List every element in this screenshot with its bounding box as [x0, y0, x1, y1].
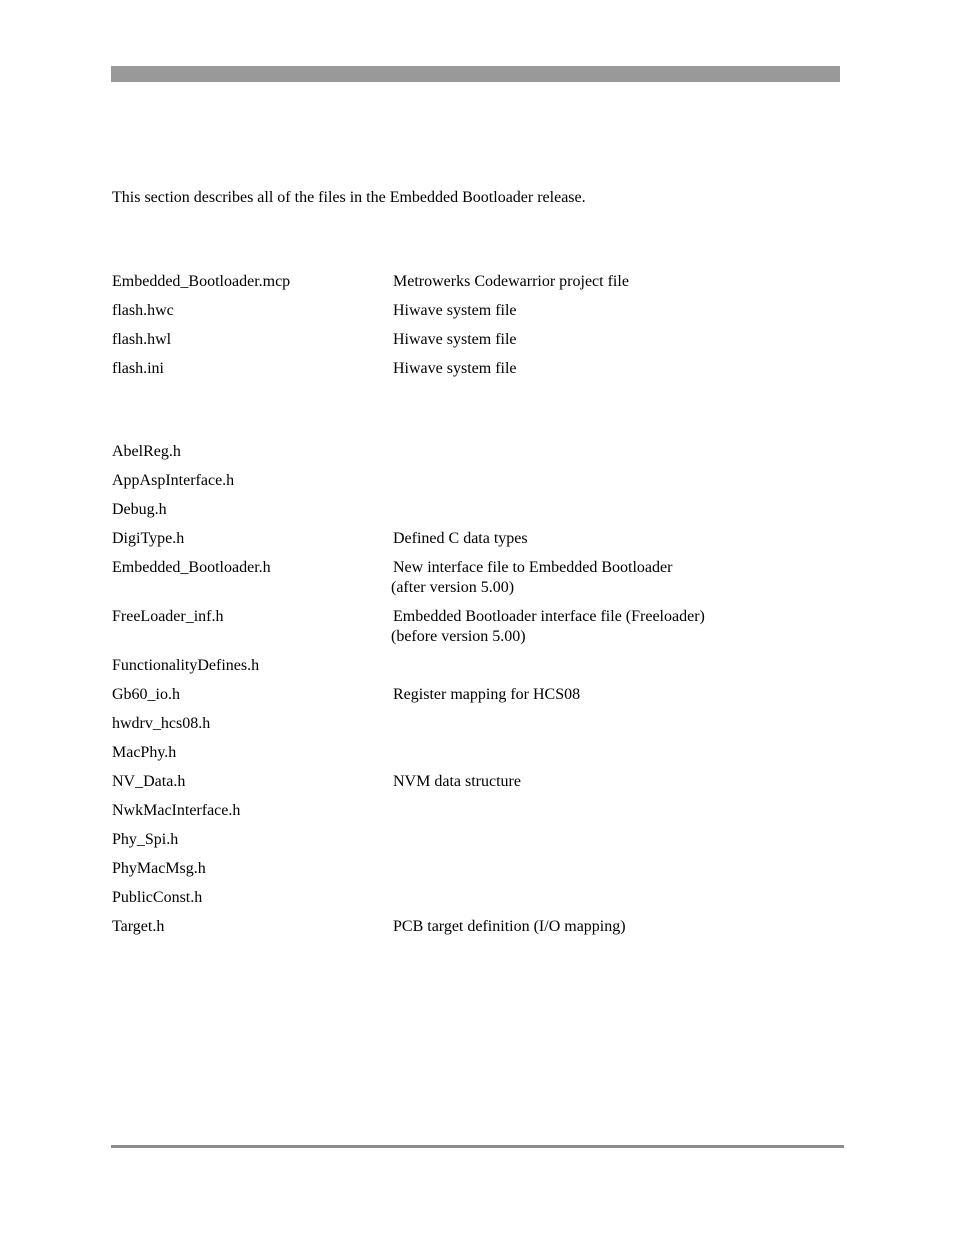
file-description-continued: (before version 5.00) [391, 628, 526, 645]
file-name: PublicConst.h [112, 889, 203, 906]
file-name: Target.h [112, 918, 165, 935]
file-name: FreeLoader_inf.h [112, 608, 224, 625]
file-name: MacPhy.h [112, 744, 177, 761]
file-description: Hiwave system file [393, 302, 517, 319]
file-name: Debug.h [112, 501, 167, 518]
file-description: Metrowerks Codewarrior project file [393, 273, 629, 290]
footer-rule [111, 1145, 844, 1148]
file-name: FunctionalityDefines.h [112, 657, 260, 674]
file-description: Embedded Bootloader interface file (Freeloader) [393, 608, 705, 625]
file-description: New interface file to Embedded Bootloader [393, 559, 673, 576]
file-description: NVM data structure [393, 773, 521, 790]
file-description: Defined C data types [393, 530, 528, 547]
file-name: Gb60_io.h [112, 686, 180, 703]
header-bar [111, 66, 840, 82]
intro-paragraph: This section describes all of the files in the Embedded Bootloader release. [112, 189, 586, 206]
file-name: Phy_Spi.h [112, 831, 179, 848]
file-name: flash.hwl [112, 331, 172, 348]
file-description: Hiwave system file [393, 360, 517, 377]
file-name: NwkMacInterface.h [112, 802, 241, 819]
file-description-continued: (after version 5.00) [391, 579, 515, 596]
file-name: Embedded_Bootloader.h [112, 559, 271, 576]
file-name: AbelReg.h [112, 443, 181, 460]
file-name: AppAspInterface.h [112, 472, 235, 489]
file-name: NV_Data.h [112, 773, 186, 790]
file-name: DigiType.h [112, 530, 185, 547]
file-description: Hiwave system file [393, 331, 517, 348]
file-description: Register mapping for HCS08 [393, 686, 581, 703]
file-name: hwdrv_hcs08.h [112, 715, 211, 732]
file-name: Embedded_Bootloader.mcp [112, 273, 291, 290]
file-name: flash.hwc [112, 302, 174, 319]
file-description: PCB target definition (I/O mapping) [393, 918, 626, 935]
file-name: PhyMacMsg.h [112, 860, 206, 877]
file-name: flash.ini [112, 360, 164, 377]
